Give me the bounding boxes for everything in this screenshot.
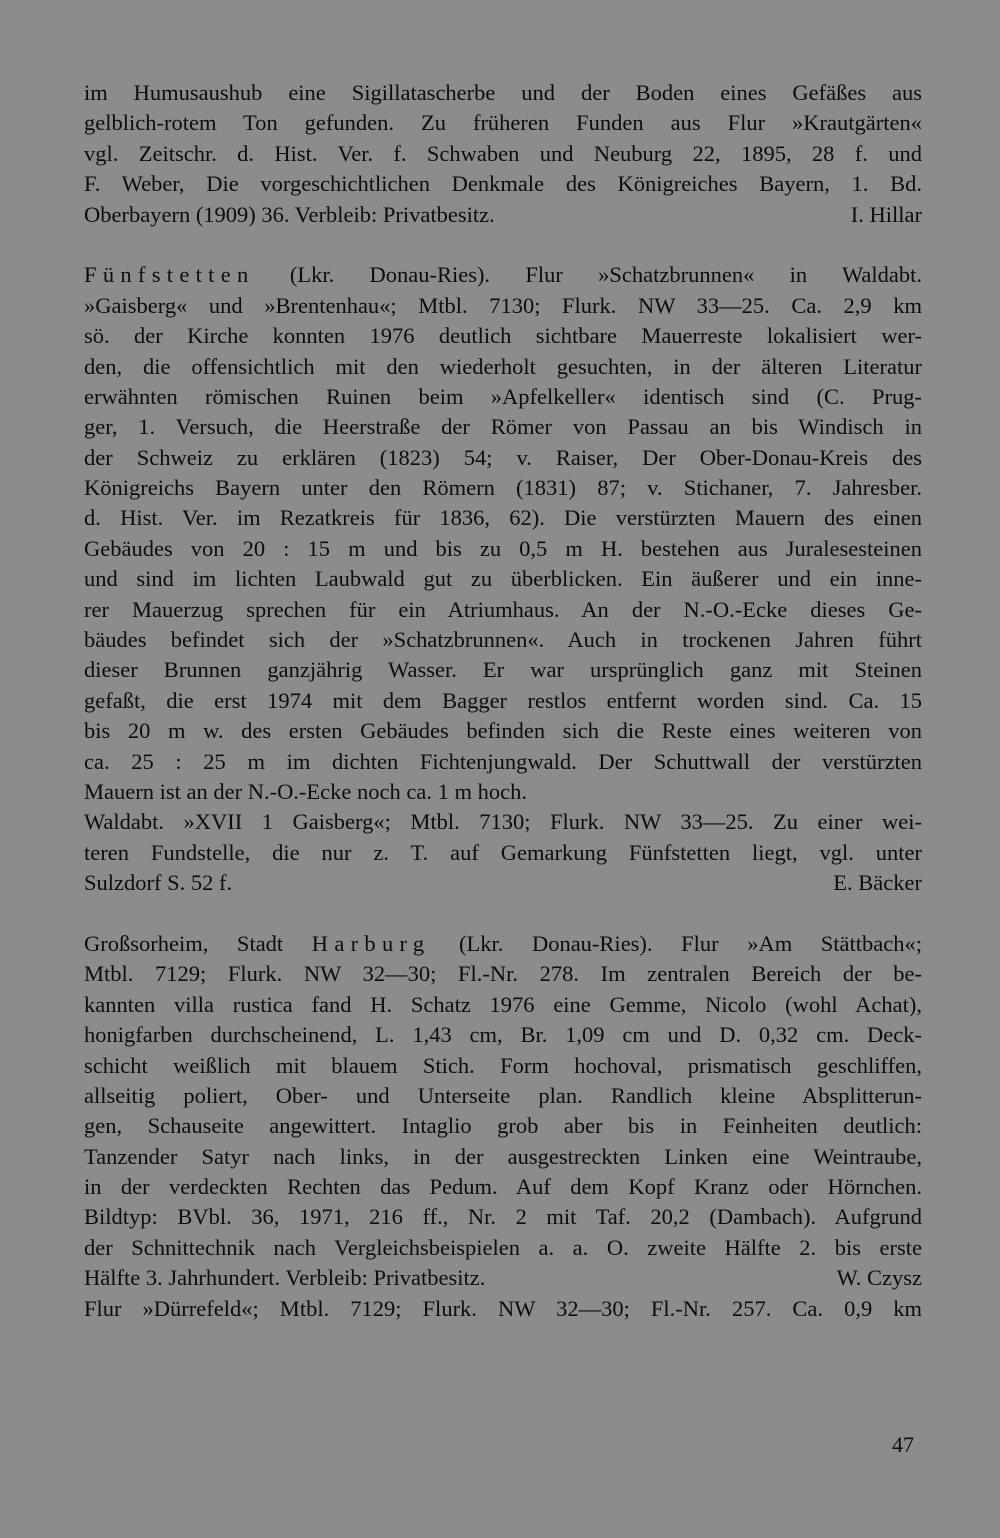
text-line: allseitig poliert, Ober- und Unterseite plan. Randlich kleine Absplitterun- [84,1082,922,1108]
text-line: der Schweiz zu erklären (1823) 54; v. Raiser, Der Ober-Donau-Kreis des [84,444,922,470]
text-line: d. Hist. Ver. im Rezatkreis für 1836, 62). Die verstürzten Mauern des einen [84,505,922,531]
text-line: Gebäudes von 20 : 15 m und bis zu 0,5 m H. bestehen aus Juralesesteinen [84,535,922,561]
text-line: Bildtyp: BVbl. 36, 1971, 216 ff., Nr. 2 mit Taf. 20,2 (Dambach). Aufgrund [84,1204,922,1230]
text-line: Waldabt. »XVII 1 Gaisberg«; Mtbl. 7130; Flurk. NW 33—25. Zu einer wei- [84,809,922,835]
text-line: teren Fundstelle, die nur z. T. auf Gemarkung Fünfstetten liegt, vgl. unter [84,839,922,865]
entry-1 [84,78,922,230]
entry-2 [84,260,922,898]
text-line: dieser Brunnen ganzjährig Wasser. Er war ursprünglich ganz mit Steinen [84,657,922,683]
text-line-rest: (Lkr. Donau-Ries). Flur »Am Stättbach«; [459,930,923,956]
text-line: honigfarben durchscheinend, L. 1,43 cm, Br. 1,09 cm und D. 0,32 cm. Deck- [84,1022,922,1048]
entry-3 [84,929,922,1324]
text-line: schicht weißlich mit blauem Stich. Form hochoval, prismatisch geschliffen, [84,1052,922,1078]
author-signature: I. Hillar [850,201,922,227]
text-line-end: Sulzdorf S. 52 f. [84,870,233,896]
text-line-end: Hälfte 3. Jahrhundert. Verbleib: Privatbesitz. [84,1265,486,1291]
text-line: Mauern ist an der N.-O.-Ecke noch ca. 1 m hoch. [84,778,527,804]
text-line: den, die offensichtlich mit den wiederholt gesuchten, in der älteren Literatur [84,353,922,379]
text-line: Tanzender Satyr nach links, in der ausgestreckten Linken eine Weintraube, [84,1143,922,1169]
text-line: Flur »Dürrefeld«; Mtbl. 7129; Flurk. NW 32—30; Fl.-Nr. 257. Ca. 0,9 km [84,1295,922,1321]
text-line [84,1263,922,1293]
text-line [84,260,922,290]
section-gap [84,230,922,260]
text-line: und sind im lichten Laubwald gut zu überblicken. Ein äußerer und ein inne- [84,566,922,592]
text-line: kannten villa rustica fand H. Schatz 1976 eine Gemme, Nicolo (wohl Achat), [84,991,922,1017]
place-name: Fünfstetten [84,262,255,288]
text-line: Mtbl. 7129; Flurk. NW 32—30; Fl.-Nr. 278. Im zentralen Bereich der be- [84,961,922,987]
text-line [84,868,922,898]
page-number: 47 [892,1432,914,1457]
page-body [84,78,922,1324]
text-line [84,200,922,230]
text-line: F. Weber, Die vorgeschichtlichen Denkmale des Königreiches Bayern, 1. Bd. [84,171,922,197]
text-line: Königreichs Bayern unter den Römern (1831) 87; v. Stichaner, 7. Jahresber. [84,475,922,501]
text-line: ger, 1. Versuch, die Heerstraße der Römer von Passau an bis Windisch in [84,414,922,440]
text-line: ca. 25 : 25 m im dichten Fichtenjungwald. Der Schuttwall der verstürzten [84,748,922,774]
text-line: vgl. Zeitschr. d. Hist. Ver. f. Schwaben und Neuburg 22, 1895, 28 f. und [84,140,922,166]
text-line: gefaßt, die erst 1974 mit dem Bagger restlos entfernt worden sind. Ca. 15 [84,687,922,713]
text-line-end: Oberbayern (1909) 36. Verbleib: Privatbesitz. [84,201,495,227]
place-name: Harburg [311,930,431,956]
section-gap [84,899,922,929]
text-line [84,929,922,959]
text-line: bis 20 m w. des ersten Gebäudes befinden sich die Reste eines weiteren von [84,718,922,744]
text-line: gelblich-rotem Ton gefunden. Zu früheren Funden aus Flur »Krautgärten« [84,110,922,136]
text-line: »Gaisberg« und »Brentenhau«; Mtbl. 7130; Flurk. NW 33—25. Ca. 2,9 km [84,292,922,318]
text-line: der Schnittechnik nach Vergleichsbeispielen a. a. O. zweite Hälfte 2. bis erste [84,1234,922,1260]
text-line: rer Mauerzug sprechen für ein Atriumhaus. An der N.-O.-Ecke dieses Ge- [84,596,922,622]
text-line: in der verdeckten Rechten das Pedum. Auf dem Kopf Kranz oder Hörnchen. [84,1174,922,1200]
place-prefix: Großsorheim, Stadt [84,930,284,956]
text-line: gen, Schauseite angewittert. Intaglio grob aber bis in Feinheiten deutlich: [84,1113,922,1139]
text-line: im Humusaushub eine Sigillatascherbe und der Boden eines Gefäßes aus [84,80,922,105]
text-line: sö. der Kirche konnten 1976 deutlich sichtbare Mauerreste lokalisiert wer- [84,323,922,349]
author-signature: W. Czysz [836,1265,922,1291]
author-signature: E. Bäcker [833,870,922,896]
text-line: bäudes befindet sich der »Schatzbrunnen«. Auch in trockenen Jahren führt [84,627,922,653]
text-line-rest: (Lkr. Donau-Ries). Flur »Schatzbrunnen« in Waldabt. [289,262,922,288]
text-line: erwähnten römischen Ruinen beim »Apfelkeller« identisch sind (C. Prug- [84,383,922,409]
